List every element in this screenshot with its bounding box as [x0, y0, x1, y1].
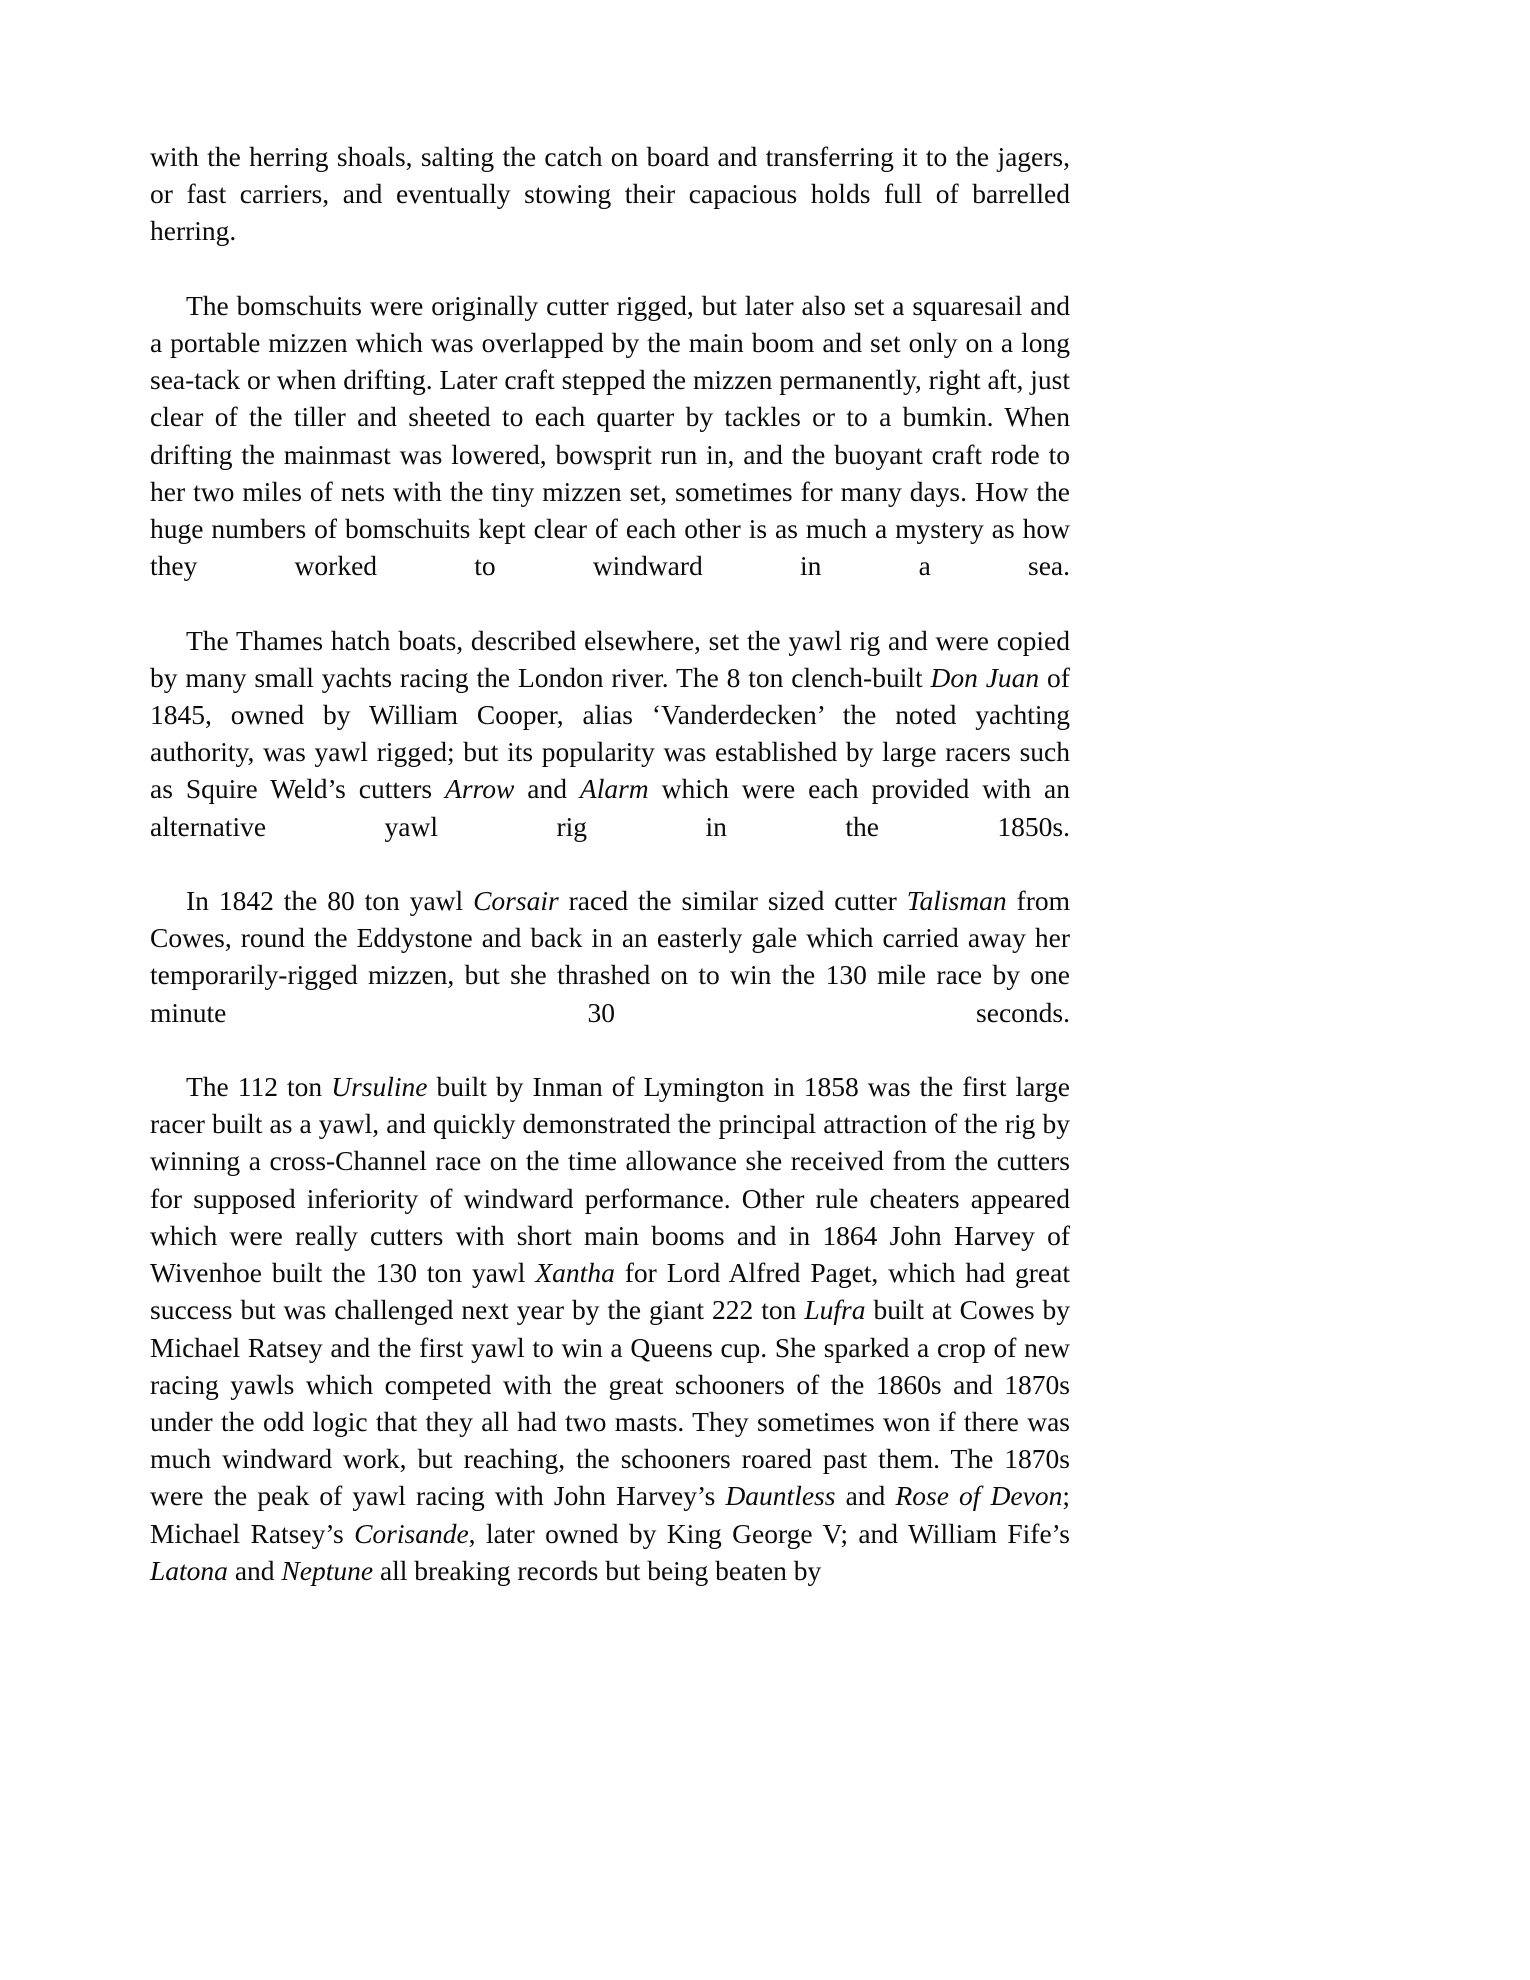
italic-title: Corsair: [473, 885, 559, 917]
italic-title: Don Juan: [930, 661, 1040, 693]
text-run: and: [835, 1480, 896, 1512]
text-run: built by Inman of Lymington in 1858 was the first large racer built as a yawl, and quickly demonstrated the principal attraction of the rig by winning a cross-Channel race on the time allowance she received from the cutters for supposed inferiority of windward performance. Other rule cheaters appeared which were really cutters with short main booms and in 1864 John Harvey of Wivenhoe built the 130 ton yawl: [150, 1071, 1070, 1289]
text-run: The 112 ton: [186, 1071, 332, 1103]
text-run: from Cowes, round the Eddystone and back in an easterly gale which carried away her temporarily-rigged mizzen, but she thrashed on to win the 130 mile race by one minute 30 seconds.: [150, 885, 1070, 1028]
italic-title: Corisande: [354, 1517, 469, 1549]
italic-title: Latona: [150, 1554, 228, 1586]
text-run: In 1842 the 80 ton yawl: [186, 885, 474, 917]
text-run: , later owned by King George V; and William Fife’s: [468, 1517, 1070, 1549]
italic-title: Lufra: [804, 1294, 866, 1326]
italic-title: Ursuline: [331, 1071, 428, 1103]
text-run: all breaking records but being beaten by: [373, 1554, 822, 1586]
italic-title: Xantha: [535, 1257, 615, 1289]
italic-title: Arrow: [445, 773, 515, 805]
paragraph: [150, 1068, 1070, 1589]
text-run: and: [514, 773, 580, 805]
italic-title: Alarm: [579, 773, 649, 805]
text-run: raced the similar sized cutter: [558, 885, 907, 917]
text-run: of 1845, owned by William Cooper, alias ‘Vanderdecken’ the noted yachting authority, was yawl rigged; but its popularity was established by large racers such as Squire Weld’s cutters: [150, 661, 1070, 805]
italic-title: Talisman: [906, 885, 1007, 917]
paragraph: [150, 882, 1070, 1068]
text-run: which were each provided with an alternative yawl rig in the 1850s.: [150, 773, 1070, 842]
italic-title: Rose of Devon: [895, 1480, 1063, 1512]
text-run: ; Michael Ratsey’s: [150, 1480, 1070, 1549]
italic-title: Neptune: [281, 1554, 374, 1586]
text-run: and: [227, 1554, 282, 1586]
paragraph: [150, 287, 1070, 622]
text-run: built at Cowes by Michael Ratsey and the first yawl to win a Queens cup. She sparked a crop of new racing yawls which competed with the great schooners of the 1860s and 1870s under the odd logic that they all had two masts. They sometimes won if there was much windward work, but reaching, the schooners roared past them. The 1870s were the peak of yawl racing with John Harvey’s: [150, 1294, 1070, 1512]
italic-title: Dauntless: [725, 1480, 836, 1512]
text-run: The bomschuits were originally cutter rigged, but later also set a squaresail and a portable mizzen which was overlapped by the main boom and set only on a long sea-tack or when drifting. Later craft stepped the mizzen permanently, right aft, just clear of the tiller and sheeted to each quarter by tackles or to a bumkin. When drifting the mainmast was lowered, bowsprit run in, and the buoyant craft rode to her two miles of nets with the tiny mizzen set, sometimes for many days. How the huge numbers of bomschuits kept clear of each other is as much a mystery as how they worked to windward in a sea.: [150, 289, 1070, 582]
text-run: The Thames hatch boats, described elsewhere, set the yawl rig and were copied by many small yachts racing the London river. The 8 ton clench-built: [150, 624, 1070, 693]
text-run: for Lord Alfred Paget, which had great success but was challenged next year by the giant 222 ton: [150, 1257, 1070, 1326]
text-run: with the herring shoals, salting the catch on board and transferring it to the jagers, or fast carriers, and eventually stowing their capacious holds full of barrelled herring.: [150, 141, 1070, 247]
paragraph: [150, 138, 1070, 287]
paragraph: [150, 622, 1070, 882]
page-text-block: [150, 138, 1070, 1589]
